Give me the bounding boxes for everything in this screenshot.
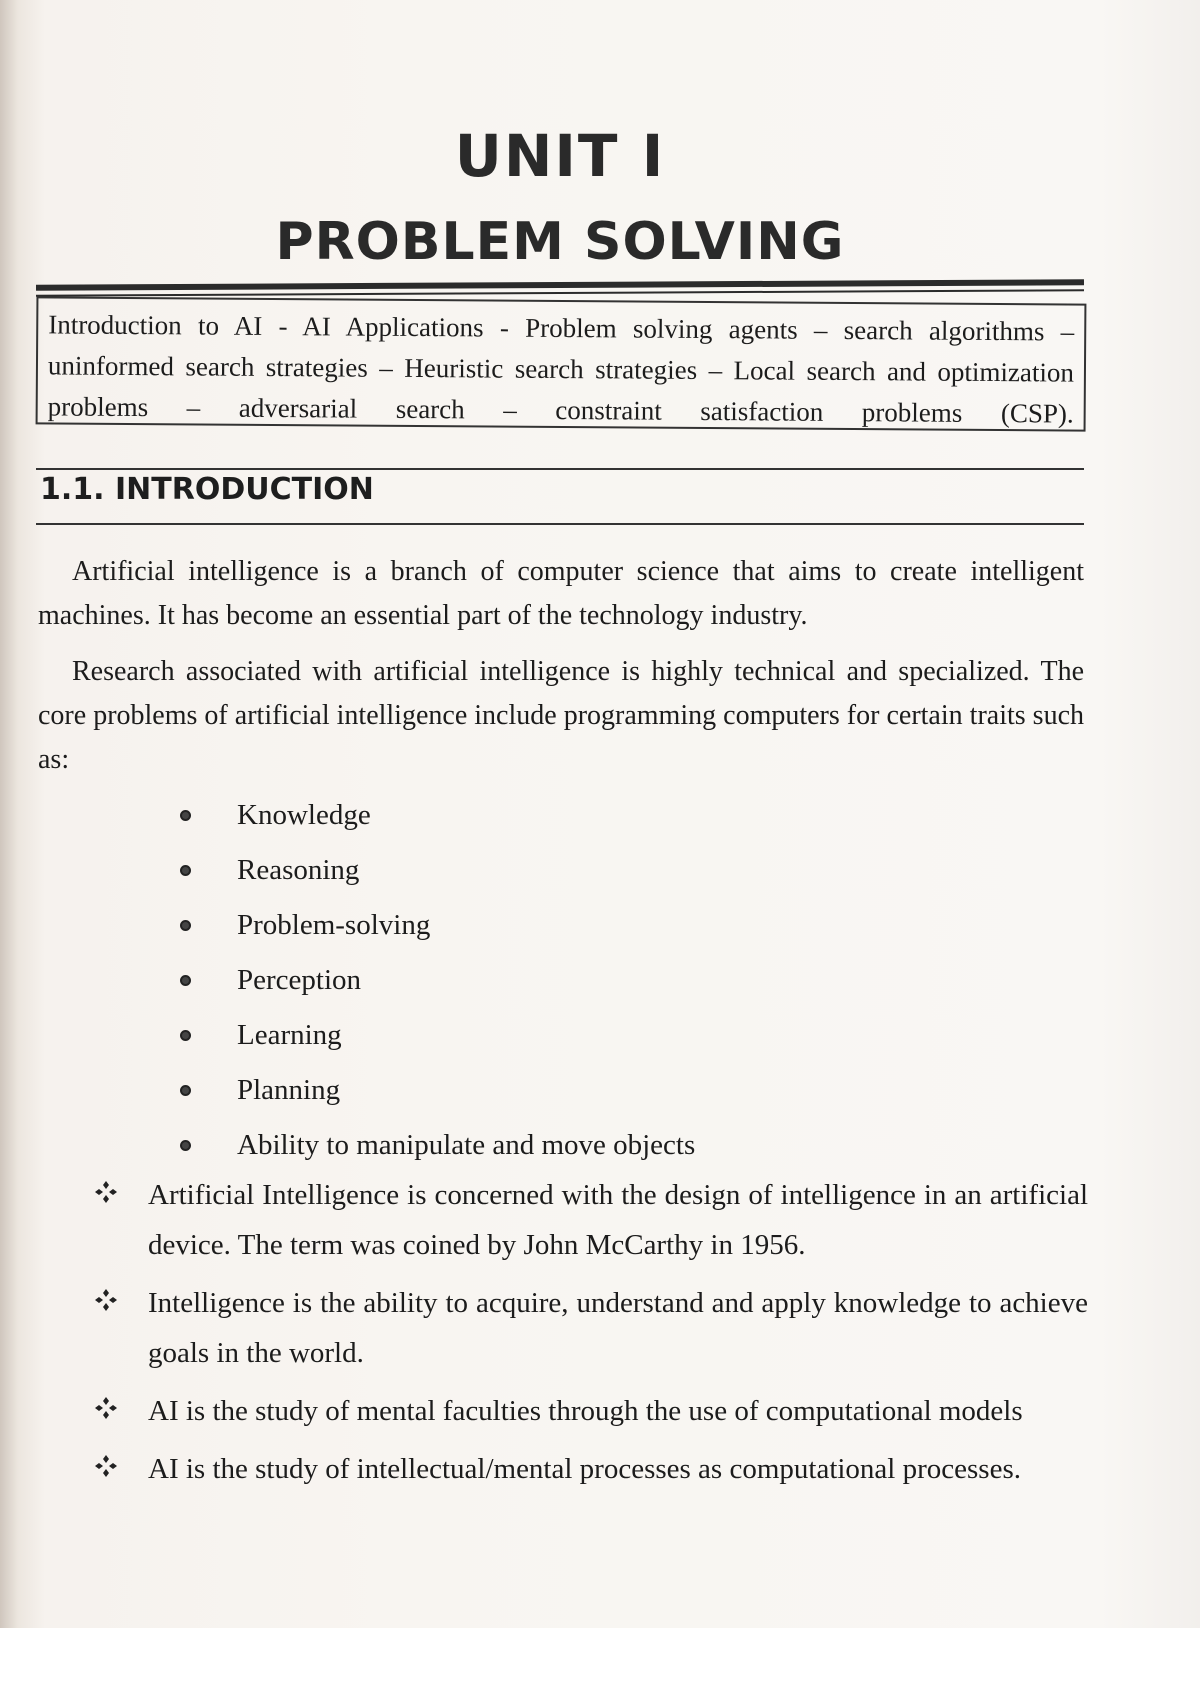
four-diamond-bullet-icon bbox=[94, 1288, 118, 1312]
bullet-icon bbox=[180, 1085, 191, 1096]
unit-title: UNIT I bbox=[454, 122, 666, 190]
list-item bbox=[88, 1444, 1088, 1494]
list-item bbox=[160, 898, 695, 953]
title-rule-thin bbox=[36, 289, 1084, 296]
list-item bbox=[88, 1386, 1088, 1436]
intro-paragraph: Artificial intelligence is a branch of computer science that aims to create intelligent machines. It has become an essential part of the technology industry. bbox=[38, 556, 1084, 631]
four-diamond-bullet-icon bbox=[94, 1396, 118, 1420]
title-rule bbox=[36, 279, 1084, 290]
trait-label: Knowledge bbox=[237, 799, 371, 831]
list-item bbox=[160, 1118, 695, 1173]
four-diamond-bullet-icon bbox=[94, 1180, 118, 1204]
list-item bbox=[88, 1278, 1088, 1378]
list-item bbox=[160, 1008, 695, 1063]
list-item bbox=[160, 788, 695, 843]
bullet-icon bbox=[180, 975, 191, 986]
traits-list bbox=[160, 788, 695, 1173]
list-item bbox=[160, 1063, 695, 1118]
bullet-icon bbox=[180, 1140, 191, 1151]
list-item bbox=[88, 1170, 1088, 1270]
point-text: AI is the study of mental faculties through the use of computational models bbox=[148, 1395, 1023, 1427]
point-text: Intelligence is the ability to acquire, understand and apply knowledge to achieve goals in the world. bbox=[148, 1287, 1088, 1369]
syllabus-box bbox=[36, 296, 1087, 431]
trait-label: Problem-solving bbox=[237, 909, 431, 941]
definitions-list bbox=[88, 1170, 1088, 1502]
point-text: AI is the study of intellectual/mental processes as computational processes. bbox=[148, 1453, 1021, 1485]
page-margin-bottom bbox=[0, 1628, 1200, 1698]
trait-label: Planning bbox=[237, 1074, 341, 1106]
bullet-icon bbox=[180, 1030, 191, 1041]
four-diamond-bullet-icon bbox=[94, 1454, 118, 1478]
bullet-icon bbox=[180, 920, 191, 931]
research-paragraph: Research associated with artificial intelligence is highly technical and specialized. The core problems of artificial intelligence include programming computers for certain traits such as: bbox=[38, 656, 1084, 775]
list-item bbox=[160, 953, 695, 1008]
trait-label: Ability to manipulate and move objects bbox=[237, 1129, 696, 1161]
trait-label: Learning bbox=[237, 1019, 342, 1051]
bullet-icon bbox=[180, 810, 191, 821]
chapter-title: PROBLEM SOLVING bbox=[275, 212, 845, 272]
trait-label: Reasoning bbox=[237, 854, 360, 886]
section-rule-top bbox=[36, 468, 1084, 470]
syllabus-text: Introduction to AI - AI Applications - Problem solving agents – search algorithms – uninformed search strategies – Heuristic search strategies – Local search and optimization problems – adversarial search – constraint satisfaction problems (CSP). bbox=[47, 309, 1075, 429]
point-text: Artificial Intelligence is concerned with the design of intelligence in an artificial device. The term was coined by John McCarthy in 1956. bbox=[148, 1179, 1088, 1261]
trait-label: Perception bbox=[237, 964, 362, 996]
section-heading: 1.1. INTRODUCTION bbox=[40, 472, 374, 507]
bullet-icon bbox=[180, 865, 191, 876]
section-rule-bottom bbox=[36, 523, 1084, 525]
list-item bbox=[160, 843, 695, 898]
